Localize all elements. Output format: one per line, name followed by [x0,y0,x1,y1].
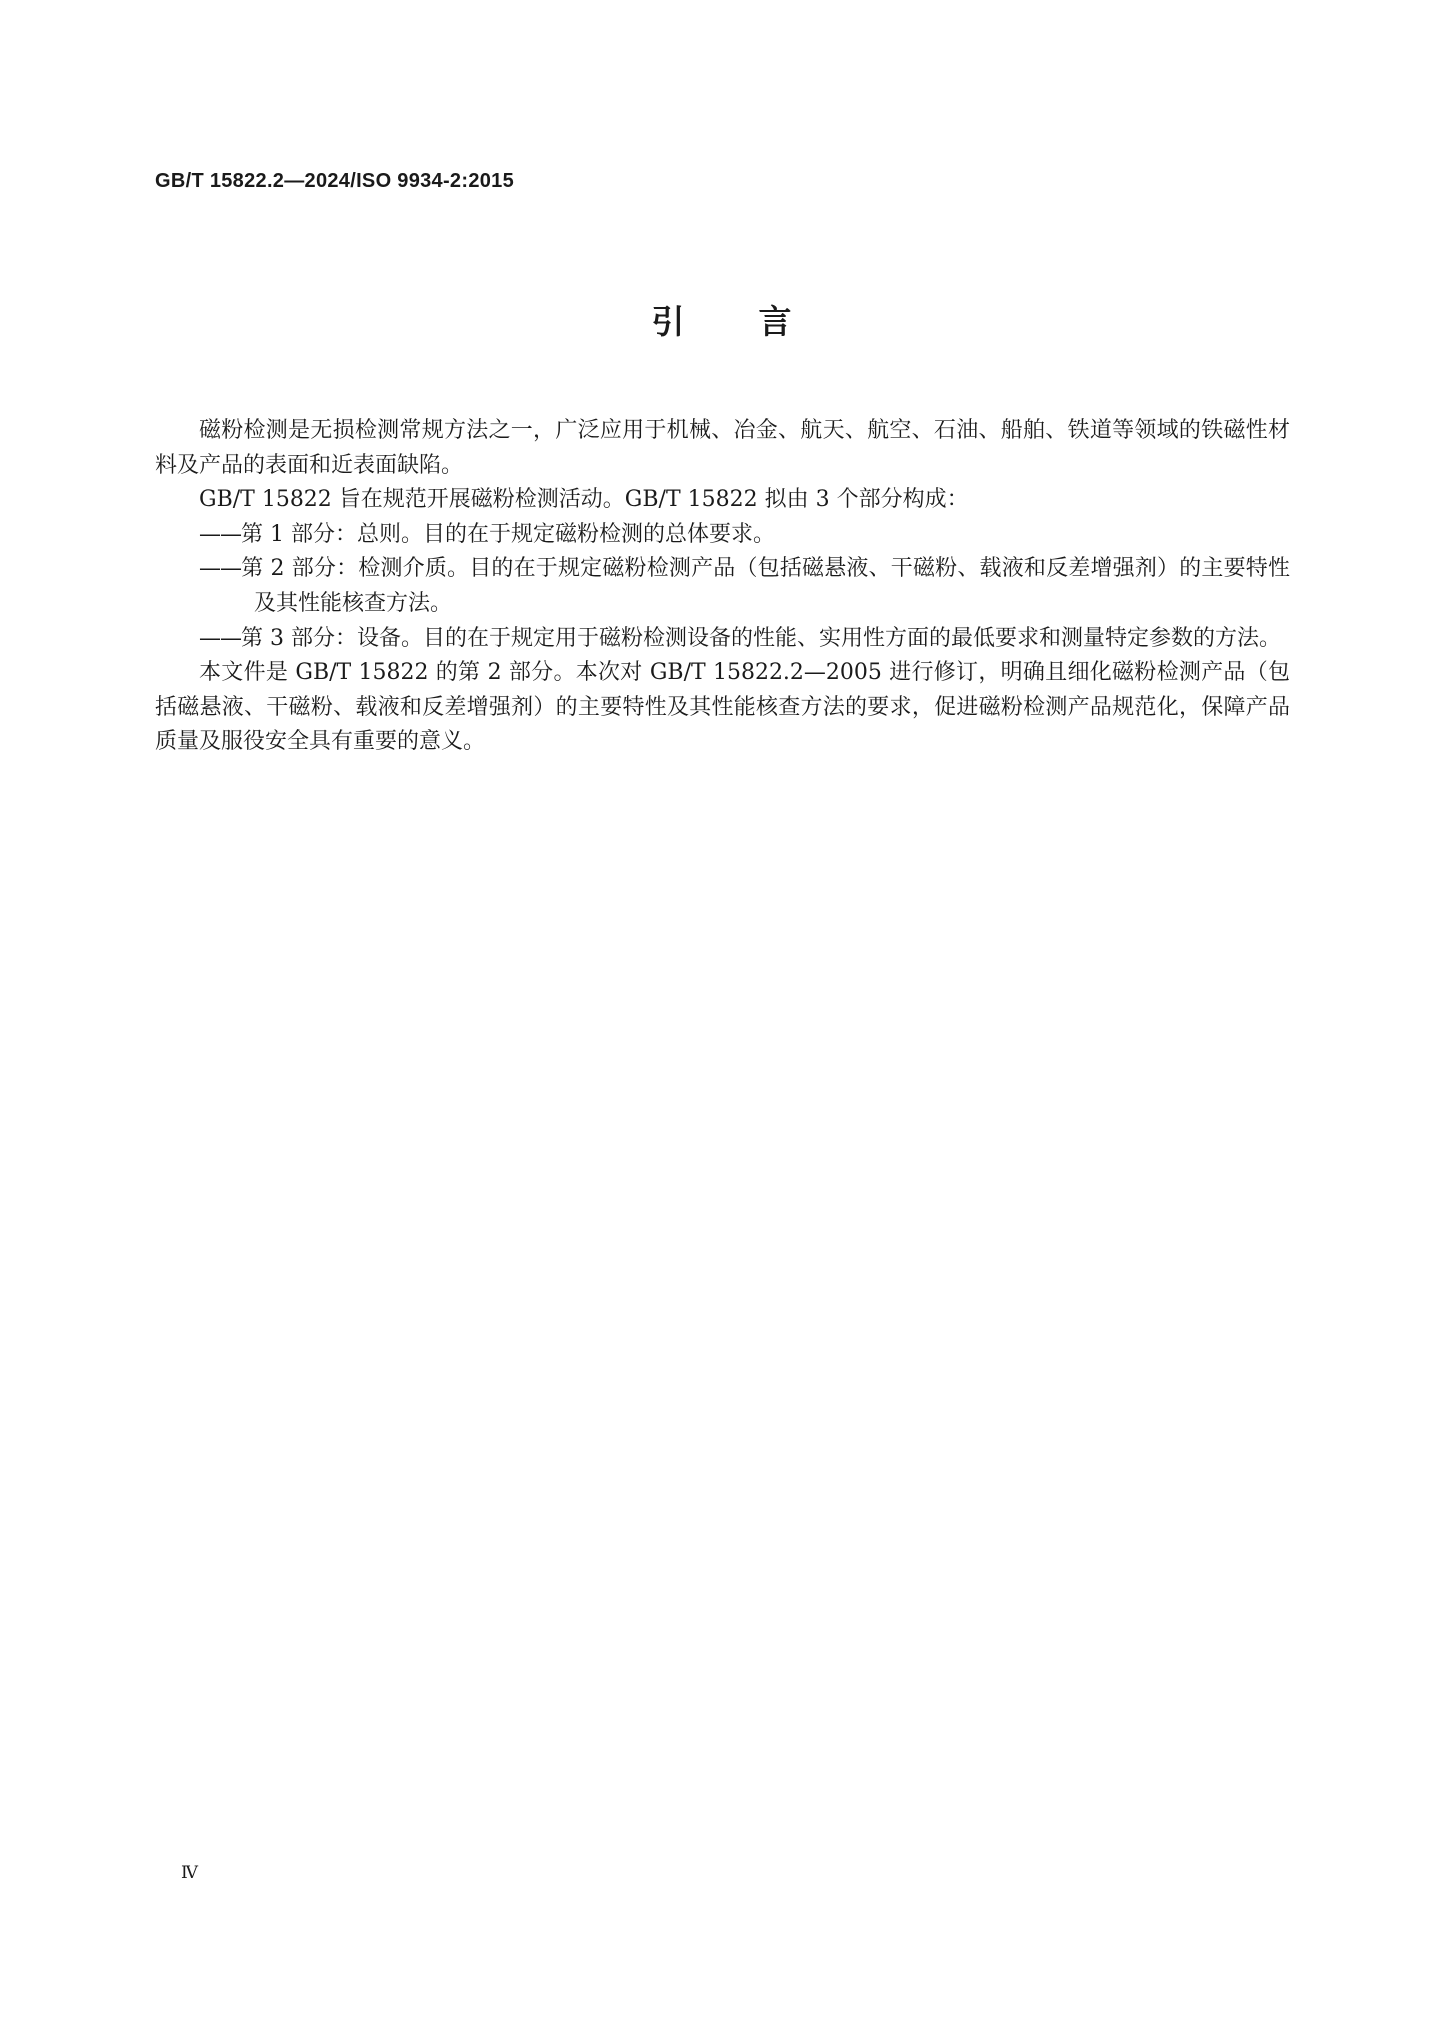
page-number: Ⅳ [181,1863,198,1883]
paragraph-structure: GB/T 15822 旨在规范开展磁粉检测活动。GB/T 15822 拟由 3 个部分构成： [199,487,969,513]
list-item-text: 第 2 部分：检测介质。目的在于规定磁粉检测产品（包括磁悬液、干磁粉、载液和反差增强剂）的主要特性及其性能核查方法。 [241,556,1290,616]
standard-code-header: GB/T 15822.2—2024/ISO 9934-2:2015 [155,170,515,192]
title-char-1: 引 [651,302,687,341]
list-item-part-2 [155,552,1290,621]
paragraph-intro: 磁粉检测是无损检测常规方法之一，广泛应用于机械、冶金、航天、航空、石油、船舶、铁道等领域的铁磁性材料及产品的表面和近表面缺陷。 [155,418,1290,478]
list-item-text: 第 1 部分：总则。目的在于规定磁粉检测的总体要求。 [241,521,775,547]
title-char-2: 言 [758,302,794,341]
list-dash: —— [199,625,241,651]
list-item-part-1 [155,518,1290,553]
list-dash: —— [199,556,241,582]
list-item-part-3 [155,622,1290,657]
list-dash: —— [199,521,241,547]
introduction-body [155,414,1290,760]
page-title [0,296,1445,343]
list-item-text: 第 3 部分：设备。目的在于规定用于磁粉检测设备的性能、实用性方面的最低要求和测量特定参数的方法。 [241,625,1281,651]
paragraph-closing: 本文件是 GB/T 15822 的第 2 部分。本次对 GB/T 15822.2—2005 进行修订，明确且细化磁粉检测产品（包括磁悬液、干磁粉、载液和反差增强剂）的主要特性及其性能核查方法的要求，促进磁粉检测产品规范化，保障产品质量及服役安全具有重要的意义。 [155,660,1290,755]
